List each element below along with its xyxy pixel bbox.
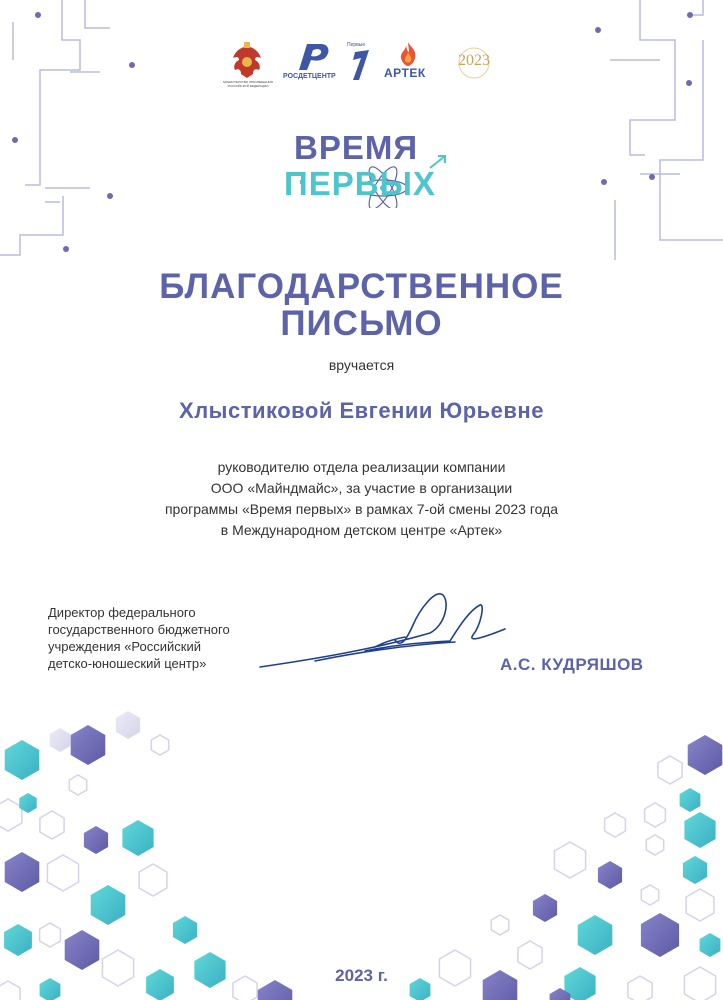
body-line: руководителю отдела реализации компании <box>217 459 506 475</box>
hexagon-shape <box>0 799 22 831</box>
hexagon-shape <box>686 889 714 921</box>
signer-line: государственного бюджетного <box>48 622 230 637</box>
hexagon-shape <box>641 885 658 905</box>
hexagon-shape <box>91 885 126 925</box>
hexagon-shape <box>578 915 613 955</box>
program-logo <box>280 128 450 208</box>
ministry-text: МИНИСТЕРСТВО ПРОСВЕЩЕНИЯ РОССИЙСКОЙ ФЕДЕРАЦИИ <box>223 80 273 88</box>
hexagon-shape <box>688 735 723 775</box>
hexagon-shape <box>65 930 100 970</box>
hexagon-shape <box>71 725 106 765</box>
hexagon-shape <box>554 842 585 878</box>
hexagon-shape <box>173 916 197 944</box>
hexagon-shape <box>680 788 701 812</box>
program-logo-line2: ПЕРВЫХ <box>284 165 436 202</box>
handwritten-signature <box>255 585 515 675</box>
hexagon-shape <box>139 864 167 896</box>
ministry-logo <box>223 40 273 88</box>
hexagon-shape <box>684 812 715 848</box>
hexagon-shape <box>122 820 153 856</box>
signer-line: детско-юношеский центр» <box>48 656 207 671</box>
hexagon-shape <box>50 728 71 752</box>
hexagon-shape <box>646 835 663 855</box>
document-title-line2: ПИСЬМО <box>280 304 443 343</box>
program-logo-line1: ВРЕМЯ <box>294 129 419 166</box>
hexagon-shape <box>641 913 679 957</box>
hexagon-shape <box>40 811 64 839</box>
hexagon-shape <box>84 826 108 854</box>
hexagon-shape <box>116 711 140 739</box>
hexagon-shape <box>5 852 40 892</box>
document-title-line1: БЛАГОДАРСТВЕННОЕ <box>159 267 564 306</box>
signatory-name: А.С. КУДРЯШОВ <box>500 655 644 674</box>
footer-year: 2023 г. <box>335 966 388 985</box>
presented-label: вручается <box>328 357 395 373</box>
rosdetcentr-text: РОСДЕТЦЕНТР <box>283 73 336 80</box>
hexagon-shape <box>40 923 61 947</box>
artek-text: АРТЕК <box>384 66 426 80</box>
hexagon-shape <box>518 941 542 969</box>
signer-position <box>48 604 230 672</box>
hexagon-shape <box>683 856 707 884</box>
hexagon-shape <box>491 915 508 935</box>
hexagon-shape <box>605 813 626 837</box>
body-line: ООО «Майндмайс», за участие в организации <box>210 480 513 496</box>
signer-line: учреждения «Российский <box>48 639 201 654</box>
hexagon-shape <box>69 775 86 795</box>
year-2023-logo <box>446 46 502 80</box>
body-line: программы «Время первых» в рамках 7-ой смены 2023 года <box>164 501 559 517</box>
hexagon-shape <box>47 855 78 891</box>
hexagon-shape <box>533 894 557 922</box>
hexagon-shape <box>151 735 168 755</box>
body-line: в Международном детском центре «Артек» <box>220 522 503 538</box>
hexagon-shape <box>4 924 32 956</box>
year-2023-text: 2023 <box>458 52 490 69</box>
hexagon-shape <box>5 740 40 780</box>
hexagon-shape <box>598 861 622 889</box>
pervye-logo <box>345 42 375 82</box>
recipient-name: Хлыстиковой Евгении Юрьевне <box>179 398 544 423</box>
body-text <box>0 457 723 541</box>
signer-line: Директор федерального <box>48 605 196 620</box>
hexagon-shape <box>645 803 666 827</box>
hexagon-shape <box>658 756 682 784</box>
artek-logo <box>382 40 434 82</box>
pervye-text: Первые <box>347 42 366 48</box>
rosdetcentr-logo <box>285 42 345 82</box>
hexagon-shape <box>700 933 721 957</box>
